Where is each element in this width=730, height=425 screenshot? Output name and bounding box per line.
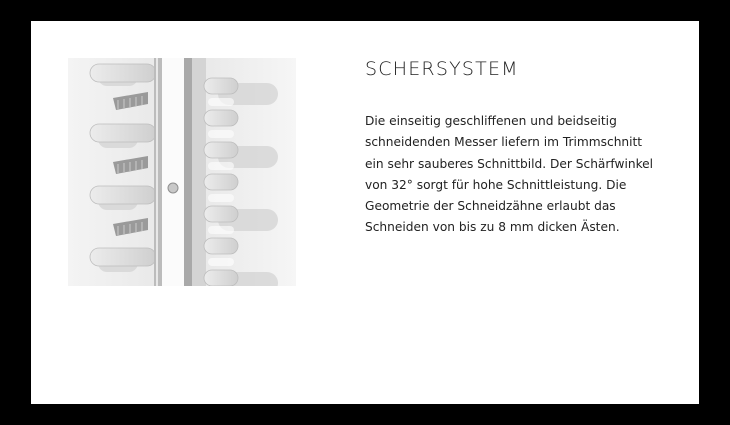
description-line: Geometrie der Schneidzähne erlaubt das	[365, 199, 616, 214]
hedge-trimmer-blade-icon	[68, 58, 296, 286]
description-line: schneidenden Messer liefern im Trimmschnitt	[365, 135, 643, 150]
description-line: Die einseitig geschliffenen und beidseitig	[365, 114, 617, 128]
description-line: von 32° sorgt für hohe Schnittleistung. Die	[365, 177, 627, 192]
content-card	[31, 21, 699, 404]
section-title: SCHERSYSTEM	[365, 58, 519, 80]
description-line: ein sehr sauberes Schnittbild. Der Schärfwinkel	[365, 156, 654, 171]
description-line: Schneiden von bis zu 8 mm dicken Ästen.	[365, 220, 620, 235]
section-description	[365, 111, 675, 239]
blade-image	[68, 58, 296, 286]
